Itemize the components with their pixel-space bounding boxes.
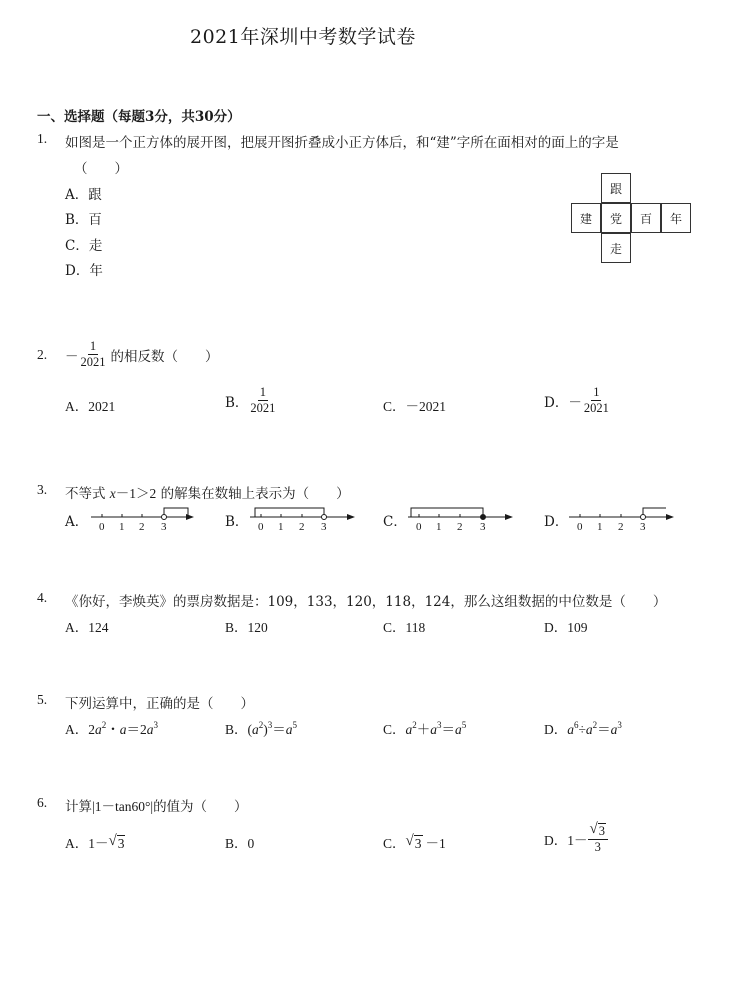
q1-number: 1.	[37, 131, 48, 146]
q1-option-a[interactable]: A．跟	[65, 187, 102, 203]
q1-option-d[interactable]: D．年	[65, 263, 103, 279]
q6-stem: 计算|1－tan60°|的值为（ ）	[65, 799, 248, 815]
q6-option-a-label: A．	[65, 836, 89, 851]
q3-stem	[65, 482, 350, 502]
q6-option-d-fraction	[588, 822, 608, 855]
q2-frac-top: 1	[89, 339, 97, 353]
q6-option-c-sqrt: √ 3	[405, 832, 422, 851]
q4-option-a[interactable]: A．124	[65, 620, 109, 635]
q3-option-b-label[interactable]: B．	[225, 514, 249, 530]
net-cell-center: 党	[601, 203, 631, 233]
q2-option-b-top: 1	[259, 385, 267, 399]
q3a-tick-3: 3	[161, 521, 167, 533]
q6-option-a-sqrt: √ 3	[108, 832, 125, 851]
q2-option-c[interactable]: C．－2021	[383, 399, 447, 414]
q4-option-d[interactable]: D．109	[544, 620, 588, 635]
section-heading: 一、选择题（每题3分，共30分）	[37, 109, 241, 125]
q6-option-b[interactable]: B．0	[225, 836, 255, 851]
q3b-tick-1: 1	[278, 521, 284, 533]
q6-abs-expr: 1－tan60°	[94, 799, 151, 814]
q2-option-b-bottom: 2021	[250, 401, 276, 415]
q2-option-b-label: B．	[225, 394, 249, 411]
q2-option-d-label: D．－	[544, 394, 582, 411]
q6-option-d-sqrt: √ 3	[589, 821, 605, 838]
q1-option-b[interactable]: B．百	[65, 212, 102, 228]
q5-option-a-label: A．	[65, 722, 89, 737]
q3a-tick-2: 2	[139, 521, 145, 533]
net-cell-far-right: 年	[661, 203, 691, 233]
net-cell-right: 百	[631, 203, 661, 233]
q3c-tick-1: 1	[436, 521, 442, 533]
q6-option-d-pre: 1－	[567, 832, 588, 848]
q3d-tick-0: 0	[577, 521, 583, 533]
q6-option-c-radicand: 3	[414, 835, 422, 851]
q6-option-d-label: D．	[544, 832, 568, 848]
net-cell-left: 建	[571, 203, 601, 233]
q3-option-d-numberline	[566, 500, 678, 534]
q6-option-d[interactable]	[544, 822, 608, 855]
q3-option-a-numberline	[88, 500, 198, 534]
q1-option-c[interactable]: C．走	[65, 238, 103, 254]
q3b-tick-3: 3	[321, 521, 327, 533]
q3d-tick-3: 3	[640, 521, 646, 533]
q4-option-c[interactable]: C．118	[383, 620, 426, 635]
q2-minus: －	[65, 348, 79, 365]
q3-option-d-label[interactable]: D．	[544, 514, 569, 530]
q3d-tick-1: 1	[597, 521, 603, 533]
q2-frac-bottom: 2021	[80, 355, 106, 369]
q3c-tick-3: 3	[480, 521, 486, 533]
q2-option-d[interactable]	[544, 385, 611, 416]
q2-option-d-fraction	[582, 385, 611, 416]
q3d-tick-2: 2	[618, 521, 624, 533]
q5-option-d[interactable]: D．$a^6\div a^2=a^3$	[544, 720, 622, 737]
q2-option-b[interactable]	[225, 385, 277, 416]
q6-pre: 计算	[65, 799, 92, 815]
q5-option-d-label: D．	[544, 722, 568, 737]
q5-number: 5.	[37, 692, 48, 707]
q3b-tick-2: 2	[299, 521, 305, 533]
q1-text: 如图是一个正方体的展开图，把展开图折叠成小正方体后，和“建”字所在面相对的面上的字是	[65, 135, 619, 151]
q3c-tick-2: 2	[457, 521, 463, 533]
q5-option-c-label: C．	[383, 722, 406, 737]
q6-option-a-pre: 1－	[88, 836, 109, 851]
q5-option-b[interactable]: B．$(a^2)^3=a^5$	[225, 720, 298, 737]
q6-option-a-radicand: 3	[117, 835, 125, 851]
q3-var-x: x	[109, 486, 116, 501]
q3-pre: 不等式	[65, 486, 106, 502]
q2-stem	[65, 339, 219, 370]
q5-option-a[interactable]: A．$2a^2$・$a=2a^3$	[65, 720, 158, 737]
q6-option-c-post: －1	[425, 836, 446, 851]
q2-option-d-bottom: 2021	[583, 401, 609, 415]
q2-option-a[interactable]: A．2021	[65, 399, 116, 414]
q6-option-c-label: C．	[383, 836, 406, 851]
net-cell-bottom: 走	[601, 233, 631, 263]
q2-number: 2.	[37, 347, 48, 362]
q6-option-d-radicand: 3	[598, 824, 605, 838]
q3-post: 的解集在数轴上表示为（ ）	[160, 486, 350, 502]
q4-text: 《你好，李焕英》的票房数据是：109，133，120，118，124，那么这组数据的中位数是（ ）	[65, 594, 667, 610]
q3-option-b-numberline	[247, 500, 359, 534]
q5-option-b-label: B．	[225, 722, 248, 737]
q3-expr: －1＞2	[115, 486, 157, 501]
q6-option-a[interactable]	[65, 832, 125, 852]
q5-option-c[interactable]: C．$a^2+a^3=a^5$	[383, 720, 467, 737]
q3-option-a-label[interactable]: A．	[65, 514, 89, 530]
q3-number: 3.	[37, 482, 48, 497]
net-cell-top: 跟	[601, 173, 631, 203]
q2-suffix: 的相反数（ ）	[110, 348, 219, 365]
q1-paren: （ ）	[74, 161, 128, 177]
q5-text: 下列运算中，正确的是（ ）	[65, 696, 254, 712]
q2-fraction	[79, 339, 108, 370]
q6-number: 6.	[37, 795, 48, 810]
q6-option-d-bottom: 3	[594, 840, 601, 854]
q3c-tick-0: 0	[416, 521, 422, 533]
q4-option-b[interactable]: B．120	[225, 620, 268, 635]
q4-number: 4.	[37, 590, 48, 605]
page-title: 2021年深圳中考数学试卷	[190, 26, 416, 48]
q3a-tick-1: 1	[119, 521, 125, 533]
q3-option-c-numberline	[405, 500, 517, 534]
q3a-tick-0: 0	[99, 521, 105, 533]
q2-option-d-top: 1	[593, 385, 600, 399]
q3b-tick-0: 0	[258, 521, 264, 533]
q6-option-c[interactable]	[383, 832, 446, 852]
q6-post: 的值为（ ）	[153, 799, 248, 815]
q2-option-b-fraction	[248, 385, 277, 416]
q3-option-c-label[interactable]: C．	[383, 514, 407, 530]
